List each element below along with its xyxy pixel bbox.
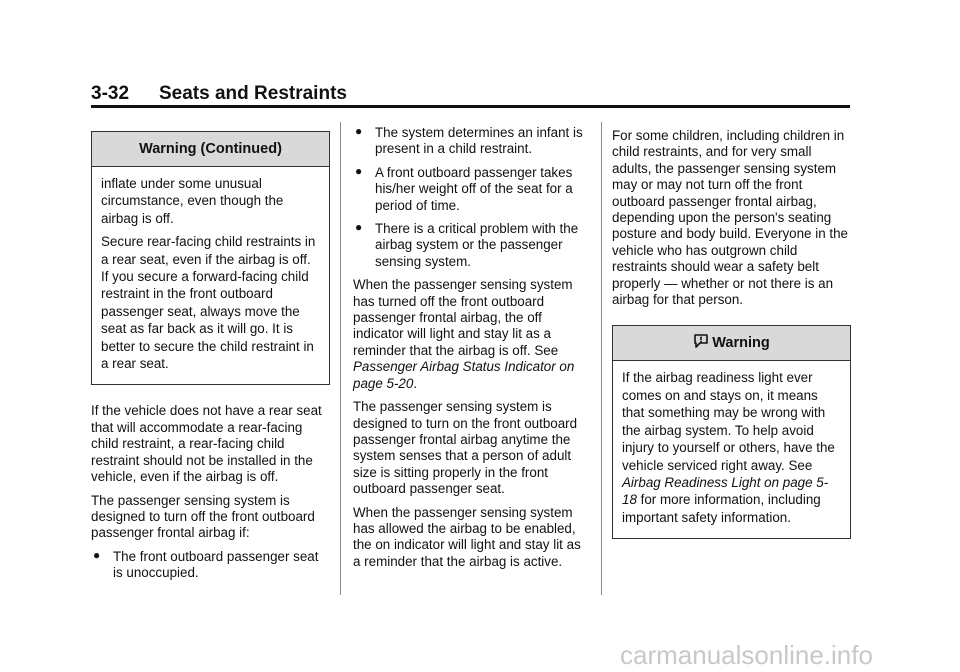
cross-reference-link[interactable]: Airbag Readiness Light on page 5-18	[622, 474, 829, 508]
watermark: carmanualsonline.info	[620, 640, 873, 670]
body-paragraph: When the passenger sensing system has turned off the front outboard passenger frontal airbag, the off indicator will light and stay lit as a reminder that the airbag is off. See Passenger Airbag Status Indicator on page 5-20.	[353, 277, 575, 391]
column-3	[612, 128, 852, 539]
body-paragraph: If the vehicle does not have a rear seat that will accommodate a rear-facing child restraint, a rear-facing child restraint should not be installed in the vehicle, even if the airbag is off.	[91, 403, 322, 485]
warning-box	[612, 325, 851, 539]
bullet-item: ● A front outboard passenger takes his/her weight off of the seat for a period of time.	[355, 163, 573, 213]
cross-reference-link[interactable]: Passenger Airbag Status Indicator on page 5-20	[353, 359, 575, 391]
header-rule	[91, 105, 850, 108]
bullet-icon: ●	[355, 124, 363, 138]
bullet-icon: ●	[355, 220, 363, 235]
page-number: 3-32	[91, 83, 130, 104]
warning-icon	[693, 333, 709, 349]
body-paragraph: For some children, including children in child restraints, and for very small adults, the passenger sensing system may or may not turn off the front outboard passenger frontal airbag, depending upon the person's seating posture and body build. Everyone in the vehicle who has outgrown child restraints should wear a safety belt properly — whether or not there is an airbag for that person.	[612, 128, 848, 308]
warning-paragraph-1: inflate under some unusual circumstance, even though the airbag is off.	[101, 176, 284, 226]
column-1	[91, 131, 331, 589]
bullet-list	[91, 549, 331, 582]
bullet-list	[353, 125, 591, 270]
body-paragraph: The passenger sensing system is designed to turn off the front outboard passenger frontal airbag if:	[91, 492, 315, 541]
bullet-icon: ●	[93, 547, 101, 562]
warning-title: Warning (Continued)	[92, 132, 329, 167]
body-paragraph: When the passenger sensing system has allowed the airbag to be enabled, the on indicator will light and stay lit as a reminder that the airbag is active.	[353, 504, 581, 569]
column-divider-1	[340, 122, 341, 595]
warning-body	[613, 361, 850, 538]
bullet-item: ● The front outboard passenger seat is unoccupied.	[93, 547, 319, 581]
column-2	[353, 125, 591, 577]
warning-paragraph-2: Secure rear-facing child restraints in a rear seat, even if the airbag is off. If you secure a forward-facing child restraint in the front outboard passenger seat, always move the seat as far back as it will go. It is better to secure the child restraint in a rear seat.	[101, 234, 316, 372]
bullet-item: ● There is a critical problem with the airbag system or the passenger sensing system.	[355, 220, 579, 269]
page-header	[91, 83, 347, 105]
warning-paragraph: If the airbag readiness light ever comes on and stays on, it means that something may be wrong with the airbag system. To help avoid injury to yourself or others, have the vehicle serviced right away. See Airbag Readiness Light on page 5-18 for more information, including important safety information.	[622, 370, 835, 525]
bullet-icon: ●	[355, 163, 363, 178]
body-paragraph: The passenger sensing system is designed to turn on the front outboard passenger frontal airbag anytime the system senses that a person of adult size is sitting properly in the front outboard passenger seat.	[353, 399, 578, 497]
bullet-item: ● The system determines an infant is present in a child restraint.	[355, 124, 583, 157]
warning-title: Warning	[613, 326, 850, 361]
column-divider-2	[601, 122, 602, 595]
warning-body	[92, 167, 329, 384]
section-title: Seats and Restraints	[159, 83, 347, 104]
warning-box-continued	[91, 131, 330, 385]
